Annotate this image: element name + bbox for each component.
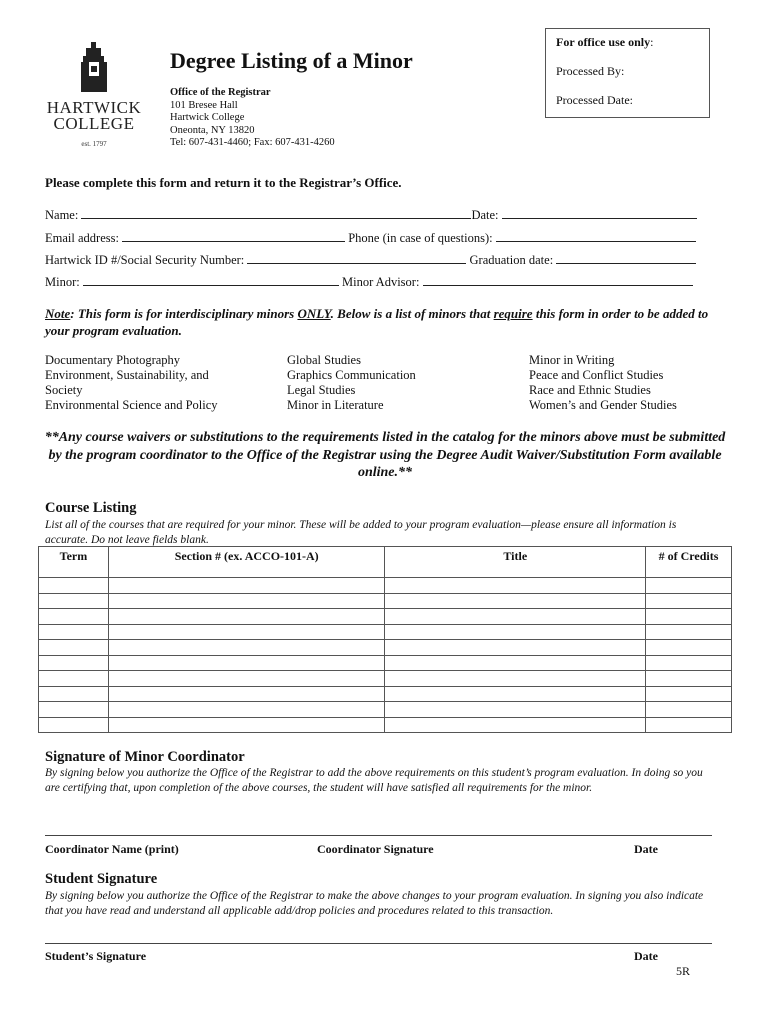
title-cell[interactable]: [385, 593, 646, 609]
minor-item: Race and Ethnic Studies: [529, 383, 651, 397]
table-row: [39, 624, 732, 640]
minor-advisor-label: Minor Advisor:: [341, 275, 420, 289]
section-cell[interactable]: [108, 671, 385, 687]
title-cell[interactable]: [385, 671, 646, 687]
student-signature-label: Student’s Signature: [45, 949, 147, 963]
minor-item: Environmental Science and Policy: [45, 398, 218, 412]
term-cell[interactable]: [39, 655, 109, 671]
table-row: [39, 655, 732, 671]
id-field[interactable]: [247, 253, 466, 264]
term-header: Term: [39, 547, 109, 578]
name-label: Name:: [45, 208, 79, 222]
credits-cell[interactable]: [646, 655, 732, 671]
page-number: 5R: [676, 964, 691, 978]
office-use-title: For office use only: [556, 35, 651, 49]
term-cell[interactable]: [39, 702, 109, 718]
logo-line-1: HARTWICK: [46, 98, 142, 117]
credits-cell[interactable]: [646, 578, 732, 594]
section-cell[interactable]: [108, 624, 385, 640]
student-description: By signing below you authorize the Office of the Registrar to make the above changes to your program evaluation. In signing you also indicate that you have read and understand all applicable add/drop policies and procedures related to this transaction.: [45, 890, 704, 917]
term-cell[interactable]: [39, 640, 109, 656]
date-label: Date:: [471, 208, 499, 222]
phone-label: Phone (in case of questions):: [348, 231, 493, 245]
minors-column-3: [529, 353, 677, 413]
phone-field[interactable]: [496, 231, 696, 242]
table-row: [39, 671, 732, 687]
logo-est: est. 1797: [81, 140, 107, 148]
credits-cell[interactable]: [646, 624, 732, 640]
title-header: Title: [385, 547, 646, 578]
title-cell[interactable]: [385, 702, 646, 718]
title-cell[interactable]: [385, 578, 646, 594]
processed-date-label: Processed Date:: [556, 93, 633, 107]
course-table: [38, 546, 732, 733]
page-title: Degree Listing of a Minor: [170, 48, 413, 73]
graduation-label: Graduation date:: [469, 253, 554, 267]
title-cell[interactable]: [385, 624, 646, 640]
note-only: ONLY: [297, 306, 331, 321]
student-signature-line[interactable]: [45, 943, 712, 944]
note-require: require: [493, 306, 533, 321]
form-instructions: Please complete this form and return it to the Registrar’s Office.: [45, 175, 402, 190]
credits-cell[interactable]: [646, 702, 732, 718]
title-cell[interactable]: [385, 686, 646, 702]
minor-advisor-field[interactable]: [423, 275, 693, 286]
table-row: [39, 702, 732, 718]
minors-column-1: [45, 353, 218, 413]
term-cell[interactable]: [39, 578, 109, 594]
table-row: [39, 593, 732, 609]
term-cell[interactable]: [39, 686, 109, 702]
office-use-box: [545, 28, 710, 118]
minor-item: Minor in Literature: [287, 398, 384, 412]
section-cell[interactable]: [108, 702, 385, 718]
student-section-title: Student Signature: [45, 871, 158, 887]
address-line-2: Hartwick College: [170, 112, 245, 123]
table-row: [39, 686, 732, 702]
section-cell[interactable]: [108, 640, 385, 656]
title-cell[interactable]: [385, 640, 646, 656]
coordinator-date-label: Date: [634, 842, 658, 856]
date-field[interactable]: [502, 208, 697, 219]
credits-cell[interactable]: [646, 640, 732, 656]
title-cell[interactable]: [385, 609, 646, 625]
minor-advisor-row: [45, 275, 693, 290]
table-row: [39, 609, 732, 625]
address-line-3: Oneonta, NY 13820: [170, 124, 255, 136]
logo-line-2: COLLEGE: [53, 114, 135, 133]
credits-cell[interactable]: [646, 686, 732, 702]
term-cell[interactable]: [39, 624, 109, 640]
minor-item: Society: [45, 383, 83, 397]
email-label: Email address:: [45, 231, 119, 245]
title-cell[interactable]: [385, 717, 646, 733]
student-date-label: Date: [634, 949, 658, 963]
minors-column-2: [287, 353, 416, 413]
title-cell[interactable]: [385, 655, 646, 671]
table-row: [39, 717, 732, 733]
minor-field[interactable]: [83, 275, 339, 286]
term-cell[interactable]: [39, 609, 109, 625]
course-listing-description: List all of the courses that are required for your minor. These will be added to your program evaluation—please ensure all information is accurate. Do not leave fields blank.: [45, 519, 677, 546]
minor-item: Legal Studies: [287, 383, 356, 397]
address-line-1: 101 Bresee Hall: [170, 99, 238, 111]
office-name: Office of the Registrar: [170, 87, 271, 98]
waiver-notice: **Any course waivers or substitutions to the requirements listed in the catalog for the minors above must be submitted by the program coordinator to the Office of the Registrar using the Degree Audit Waiver/Substitution Form available online.**: [44, 430, 726, 480]
processed-by-label: Processed By:: [556, 64, 625, 78]
note-text-2: . Below is a list of minors that: [330, 306, 494, 321]
minor-label: Minor:: [45, 275, 80, 289]
section-header: Section # (ex. ACCO-101-A): [108, 547, 385, 578]
name-date-row: [45, 208, 697, 223]
registrar-address: [170, 87, 335, 150]
coordinator-description: By signing below you authorize the Office of the Registrar to add the above requirements on this student’s program evaluation. In doing so you are certifying that, upon completion of the above courses, the student will have satisfied all requirements for the minor.: [45, 767, 703, 794]
interdisciplinary-note: [45, 305, 735, 339]
note-text-3: this form in order to be added to your program evaluation.: [45, 306, 709, 338]
coordinator-section-title: Signature of Minor Coordinator: [45, 749, 245, 765]
note-label: Note: [45, 306, 71, 321]
term-cell[interactable]: [39, 593, 109, 609]
coordinator-signature-line[interactable]: [45, 835, 712, 836]
office-use-colon: :: [650, 35, 654, 49]
email-field[interactable]: [122, 231, 345, 242]
section-cell[interactable]: [108, 655, 385, 671]
name-field[interactable]: [81, 208, 471, 219]
coordinator-signature-label: Coordinator Signature: [317, 842, 434, 856]
hartwick-college-logo: [44, 42, 144, 148]
minor-item: Minor in Writing: [529, 353, 615, 367]
minor-item: Global Studies: [287, 353, 361, 367]
table-header-row: [39, 547, 732, 578]
id-label: Hartwick ID #/Social Security Number:: [45, 253, 245, 267]
table-row: [39, 640, 732, 656]
hartwick-tower-icon: [79, 42, 109, 92]
note-text-1: : This form is for interdisciplinary minors: [70, 306, 298, 321]
section-cell[interactable]: [108, 578, 385, 594]
course-listing-title: Course Listing: [45, 500, 137, 516]
id-graduation-row: [45, 253, 696, 268]
table-row: [39, 578, 732, 594]
email-phone-row: [45, 231, 696, 246]
term-cell[interactable]: [39, 671, 109, 687]
minor-item: Peace and Conflict Studies: [529, 368, 664, 382]
credits-cell[interactable]: [646, 609, 732, 625]
minor-item: Documentary Photography: [45, 353, 181, 367]
minor-item: Graphics Communication: [287, 368, 416, 382]
graduation-field[interactable]: [556, 253, 696, 264]
credits-header: # of Credits: [646, 547, 732, 578]
minor-item: Environment, Sustainability, and: [45, 368, 209, 382]
term-cell[interactable]: [39, 717, 109, 733]
credits-cell[interactable]: [646, 717, 732, 733]
section-cell[interactable]: [108, 609, 385, 625]
section-cell[interactable]: [108, 717, 385, 733]
credits-cell[interactable]: [646, 593, 732, 609]
phone-fax: Tel: 607-431-4460; Fax: 607-431-4260: [170, 137, 335, 148]
section-cell[interactable]: [108, 686, 385, 702]
minor-item: Women’s and Gender Studies: [529, 398, 677, 412]
credits-cell[interactable]: [646, 671, 732, 687]
coordinator-name-label: Coordinator Name (print): [45, 842, 179, 856]
section-cell[interactable]: [108, 593, 385, 609]
